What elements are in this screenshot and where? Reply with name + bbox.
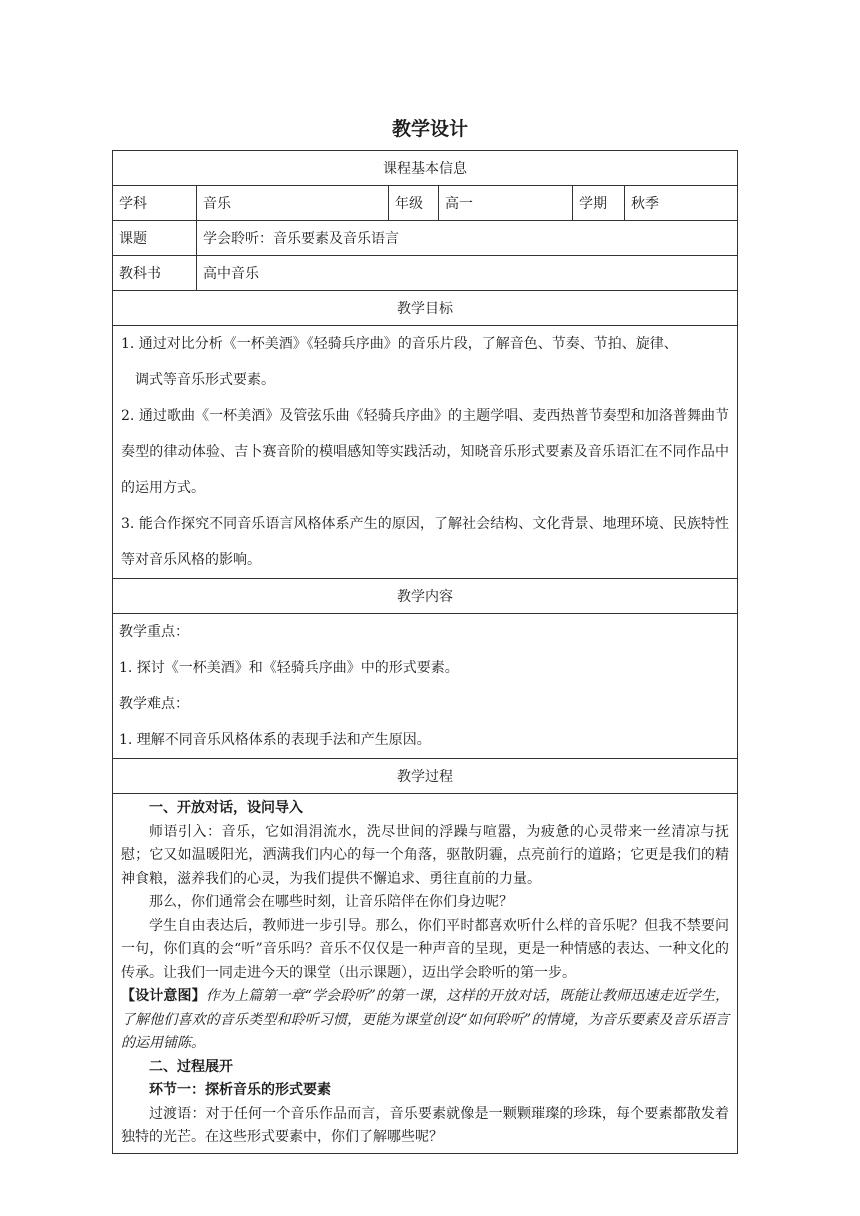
- difficulty-label: 教学难点：: [119, 696, 189, 712]
- topic-row: [113, 221, 738, 256]
- grade-label: 年级: [389, 186, 439, 221]
- design-intent-text: 作为上篇第一章“学会聆听”的第一课，这样的开放对话，既能让教师迅速走近学生，了解他们喜欢的音乐类型和聆听习惯，更能为课堂创设“如何聆听”的情境，为音乐要素及音乐语言的运用铺陈。: [121, 988, 730, 1051]
- key-point-1: 1. 探讨《一杯美酒》和《轻骑兵序曲》中的形式要素。: [119, 660, 459, 676]
- objective-3: 3. 能合作探究不同音乐语言风格体系产生的原因，了解社会结构、文化背景、地理环境、民族特性等对音乐风格的影响。: [121, 516, 730, 568]
- term-value: 秋季: [625, 186, 738, 221]
- basic-info-header: 课程基本信息: [113, 151, 738, 186]
- objectives-header: 教学目标: [113, 291, 738, 326]
- section-1-title: 一、开放对话，设问导入: [149, 800, 303, 816]
- key-points-label: 教学重点：: [119, 624, 189, 640]
- objectives-header-row: [113, 291, 738, 326]
- textbook-label: 教科书: [113, 256, 197, 291]
- term-label: 学期: [573, 186, 625, 221]
- content-row: [113, 614, 738, 759]
- process-paragraph-2: 那么，你们通常会在哪些时刻，让音乐陪伴在你们身边呢？: [149, 894, 513, 910]
- process-paragraph-4: 过渡语：对于任何一个音乐作品而言，音乐要素就像是一颗颗璀璨的珍珠，每个要素都散发着独特的光芒。在这些形式要素中，你们了解哪些呢？: [121, 1105, 730, 1145]
- basic-info-header-row: [113, 151, 738, 186]
- objectives-cell: [113, 326, 738, 579]
- textbook-row: [113, 256, 738, 291]
- process-row: [113, 794, 738, 1154]
- grade-value: 高一: [439, 186, 573, 221]
- process-paragraph-3: 学生自由表达后，教师进一步引导。那么，你们平时都喜欢听什么样的音乐呢？但我不禁要问一句，你们真的会“听”音乐吗？音乐不仅仅是一种声音的呈现，更是一种情感的表达、一种文化的传承。让我们一同走进今天的课堂（出示课题），迈出学会聆听的第一步。: [121, 917, 730, 981]
- content-header-row: [113, 579, 738, 614]
- objective-1-line-1: 1. 通过对比分析《一杯美酒》《轻骑兵序曲》的音乐片段，了解音色、节奏、节拍、旋律、: [121, 336, 678, 352]
- subject-row: [113, 186, 738, 221]
- process-paragraph-1: 师语引入：音乐，它如涓涓流水，洗尽世间的浮躁与喧嚣，为疲惫的心灵带来一丝清凉与抚慰；它又如温暖阳光，洒满我们内心的每一个角落，驱散阴霾，点亮前行的道路；它更是我们的精神食粮，滋养我们的心灵，为我们提供不懈追求、勇往直前的力量。: [121, 823, 730, 887]
- objectives-row: [113, 326, 738, 579]
- process-cell: [113, 794, 738, 1154]
- objective-2: 2. 通过歌曲《一杯美酒》及管弦乐曲《轻骑兵序曲》的主题学唱、麦西热普节奏型和加洛普舞曲节奏型的律动体验、吉卜赛音阶的模唱感知等实践活动，知晓音乐形式要素及音乐语汇在不同作品中的运用方式。: [121, 408, 730, 496]
- objective-1-line-2: 调式等音乐形式要素。: [135, 372, 275, 388]
- subject-value: 音乐: [197, 186, 389, 221]
- topic-label: 课题: [113, 221, 197, 256]
- content-cell: [113, 614, 738, 759]
- subject-label: 学科: [113, 186, 197, 221]
- difficulty-1: 1. 理解不同音乐风格体系的表现手法和产生原因。: [119, 732, 431, 748]
- section-2-title: 二、过程展开: [149, 1058, 233, 1075]
- process-header-row: [113, 759, 738, 794]
- step-1-title: 环节一：探析音乐的形式要素: [149, 1082, 331, 1098]
- content-header: 教学内容: [113, 579, 738, 614]
- process-header: 教学过程: [113, 759, 738, 794]
- lesson-plan-table: [112, 150, 738, 1154]
- topic-value: 学会聆听：音乐要素及音乐语言: [197, 221, 738, 256]
- textbook-value: 高中音乐: [197, 256, 738, 291]
- document-title: 教学设计: [391, 118, 468, 140]
- design-intent: [121, 985, 729, 1056]
- design-intent-label: 【设计意图】: [121, 988, 206, 1004]
